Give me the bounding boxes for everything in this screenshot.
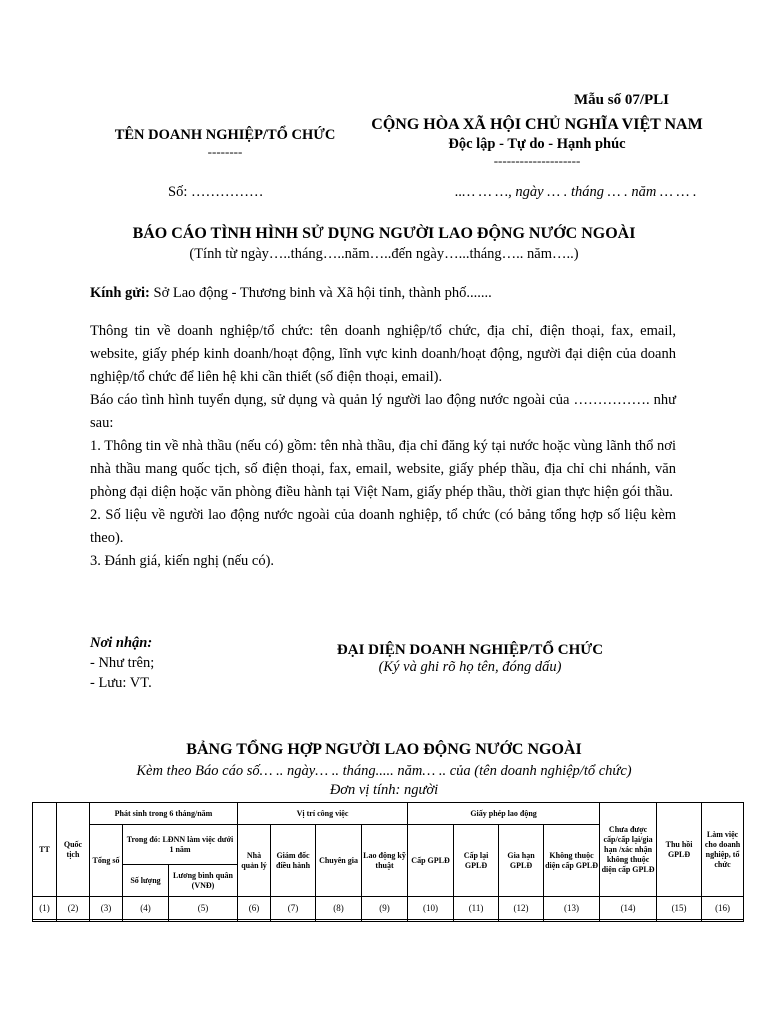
- header-under-one-year: Trong đó: LĐNN làm việc dưới 1 năm: [123, 825, 238, 865]
- header-reissue-permit: Cấp lại GPLĐ: [454, 825, 499, 897]
- header-total: Tổng số: [90, 825, 123, 897]
- header-technical-worker: Lao động kỹ thuật: [362, 825, 408, 897]
- body-paragraph-report-intro: Báo cáo tình hình tuyển dụng, sử dụng và quản lý người lao động nước ngoài của ……………. như sau:: [90, 392, 676, 431]
- header-tt: TT: [33, 803, 57, 897]
- organization-divider: --------: [207, 144, 243, 159]
- national-divider: --------------------: [493, 153, 581, 168]
- header-expert: Chuyên gia: [316, 825, 362, 897]
- column-number: (8): [316, 897, 362, 920]
- column-number: (7): [271, 897, 316, 920]
- header-manager: Nhà quản lý: [238, 825, 271, 897]
- body-paragraph-worker-data: 2. Số liệu về người lao động nước ngoài của doanh nghiệp, tổ chức (có bảng tổng hợp số liệu kèm theo).: [90, 507, 676, 546]
- signature-block: [300, 642, 640, 676]
- body-paragraph-evaluation: 3. Đánh giá, kiến nghị (nếu có).: [90, 553, 275, 569]
- table-unit: Đơn vị tính: người: [329, 782, 439, 798]
- column-number: (10): [408, 897, 454, 920]
- national-motto: Độc lập - Tự do - Hạnh phúc: [448, 136, 626, 152]
- body-paragraph-company-info: Thông tin về doanh nghiệp/tổ chức: tên doanh nghiệp/tổ chức, địa chỉ, điện thoại, fax, email, website, giấy phép kinh doanh/hoạt động, lĩnh vực kinh doanh/hoạt động, người đại diện của doanh nghiệp/tổ chức để liên hệ khi cần thiết (số điện thoại, email).: [90, 323, 676, 385]
- column-number: (16): [702, 897, 744, 920]
- column-number: (13): [544, 897, 600, 920]
- column-number: (3): [90, 897, 123, 920]
- header-working-for: Làm việc cho doanh nghiệp, tổ chức: [702, 803, 744, 897]
- header-arising: Phát sinh trong 6 tháng/năm: [90, 803, 238, 825]
- column-number: (1): [33, 897, 57, 920]
- column-number-row: [33, 897, 744, 920]
- summary-table: [32, 802, 744, 922]
- report-body: [90, 320, 676, 573]
- header-exempt-permit: Không thuộc diện cấp GPLĐ: [544, 825, 600, 897]
- header-job-position: Vị trí công việc: [238, 803, 408, 825]
- table-title: BẢNG TỔNG HỢP NGƯỜI LAO ĐỘNG NƯỚC NGOÀI: [186, 741, 582, 758]
- organization-name: TÊN DOANH NGHIỆP/TỔ CHỨC: [114, 127, 336, 143]
- header-average-salary: Lương bình quân (VNĐ): [169, 865, 238, 897]
- header-work-permit: Giấy phép lao động: [408, 803, 600, 825]
- document-date: ..… … …, ngày … . tháng … . năm … … .: [455, 184, 697, 200]
- header-quantity: Số lượng: [123, 865, 169, 897]
- recipient-label: Kính gửi:: [90, 285, 150, 301]
- organization-header: [90, 127, 360, 160]
- column-number: (6): [238, 897, 271, 920]
- recipients-list: [90, 633, 154, 693]
- national-header: [352, 116, 722, 169]
- recipient-line: [90, 285, 492, 302]
- body-paragraph-contractor-info: 1. Thông tin về nhà thầu (nếu có) gồm: tên nhà thầu, địa chỉ đăng ký tại nước hoặc vùng lãnh thổ nơi nhà thầu mang quốc tịch, số điện thoại, fax, email, website, giấy phép thầu, địa chỉ chi nhánh, văn phòng đại diện hoặc văn phòng điều hành tại Việt Nam, giấy phép thầu, thời gian thực hiện gói thầu.: [90, 438, 676, 500]
- header-revoked: Thu hồi GPLĐ: [657, 803, 702, 897]
- recipient-text: Sở Lao động - Thương binh và Xã hội tỉnh, thành phố.......: [149, 285, 492, 301]
- recipient-item: - Lưu: VT.: [90, 675, 152, 691]
- report-title: BÁO CÁO TÌNH HÌNH SỬ DỤNG NGƯỜI LAO ĐỘNG NƯỚC NGOÀI: [132, 225, 636, 242]
- form-code: Mẫu số 07/PLI: [574, 92, 670, 108]
- header-extend-permit: Gia hạn GPLĐ: [499, 825, 544, 897]
- column-number: (9): [362, 897, 408, 920]
- column-number: (15): [657, 897, 702, 920]
- column-number: (14): [600, 897, 657, 920]
- column-number: (12): [499, 897, 544, 920]
- document-number: Số: ……………: [168, 184, 264, 200]
- column-number: (2): [57, 897, 90, 920]
- column-number: (4): [123, 897, 169, 920]
- header-issue-permit: Cấp GPLĐ: [408, 825, 454, 897]
- national-title: CỘNG HÒA XÃ HỘI CHỦ NGHĨA VIỆT NAM: [371, 116, 703, 133]
- table-subtitle: Kèm theo Báo cáo số… .. ngày… .. tháng..... năm… .. của (tên doanh nghiệp/tổ chức): [136, 763, 632, 779]
- header-executive-director: Giám đốc điều hành: [271, 825, 316, 897]
- header-nationality: Quốc tịch: [57, 803, 90, 897]
- column-number: (11): [454, 897, 499, 920]
- report-period: (Tính từ ngày…..tháng…..năm…..đến ngày…...tháng….. năm…..): [189, 246, 579, 262]
- column-number: (5): [169, 897, 238, 920]
- recipient-item: - Như trên;: [90, 655, 155, 671]
- recipients-label: Nơi nhận:: [90, 635, 153, 651]
- header-not-yet-issued: Chưa được cấp/cấp lại/gia hạn /xác nhận không thuộc diện cấp GPLĐ: [600, 803, 657, 897]
- signature-title: ĐẠI DIỆN DOANH NGHIỆP/TỔ CHỨC: [336, 642, 604, 658]
- signature-instruction: (Ký và ghi rõ họ tên, đóng dấu): [378, 659, 562, 675]
- table-empty-row: [33, 920, 744, 922]
